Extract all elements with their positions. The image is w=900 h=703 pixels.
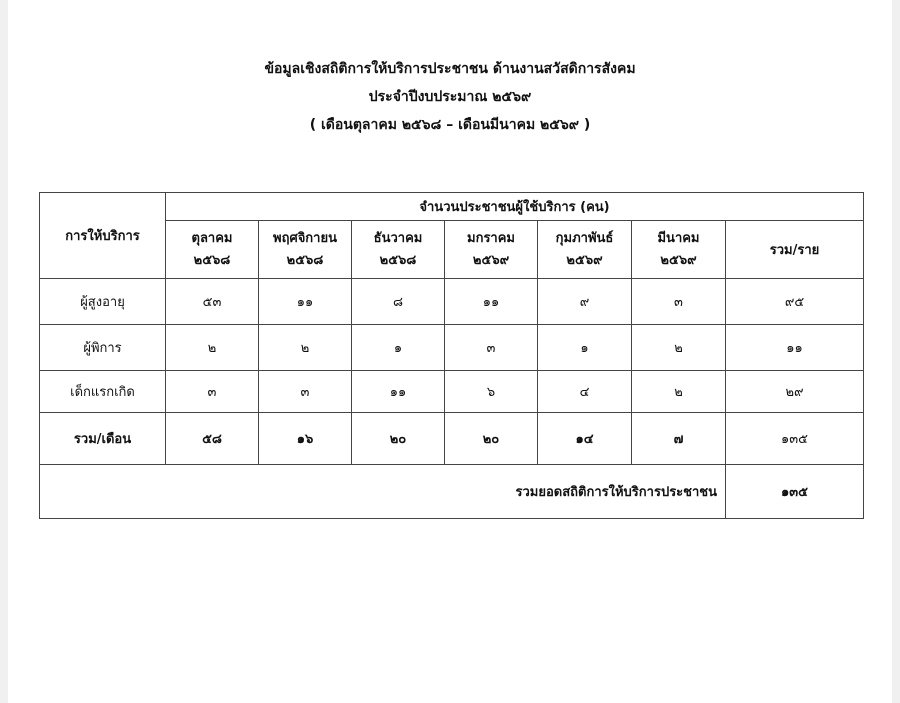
table-cell: ๒ <box>632 371 726 413</box>
table-cell: ๒ <box>632 325 726 371</box>
month-header: มีนาคม ๒๕๖๙ <box>632 221 726 279</box>
table-cell: ๑ <box>352 325 445 371</box>
row-total: ๑๑ <box>726 325 864 371</box>
table-cell: ๑๑ <box>445 279 538 325</box>
monthly-total-row <box>40 413 864 465</box>
table-cell: ๒ <box>166 325 259 371</box>
total-column-header: รวม/ราย <box>726 221 864 279</box>
grand-total-value: ๑๓๕ <box>726 465 864 519</box>
row-total: ๒๙ <box>726 371 864 413</box>
table-cell: ๙ <box>538 279 632 325</box>
table-cell: ๓ <box>166 371 259 413</box>
grand-total-label: รวมยอดสถิติการให้บริการประชาชน <box>40 465 726 519</box>
month-header: ธันวาคม ๒๕๖๘ <box>352 221 445 279</box>
table-cell: ๓ <box>632 279 726 325</box>
table-cell: ๒ <box>259 325 352 371</box>
month-header: มกราคม ๒๕๖๙ <box>445 221 538 279</box>
grand-total-row <box>40 465 864 519</box>
table-cell: ๑๑ <box>352 371 445 413</box>
statistics-table <box>39 192 864 519</box>
table-cell: ๒๐ <box>352 413 445 465</box>
document-period: ( เดือนตุลาคม ๒๕๖๘ – เดือนมีนาคม ๒๕๖๙ ) <box>309 117 591 133</box>
table-cell: ๗ <box>632 413 726 465</box>
group-header: จำนวนประชาชนผู้ใช้บริการ (คน) <box>166 193 864 221</box>
table-row <box>40 371 864 413</box>
row-label: ผู้สูงอายุ <box>40 279 166 325</box>
table-cell: ๒๐ <box>445 413 538 465</box>
table-cell: ๔ <box>538 371 632 413</box>
document-title: ข้อมูลเชิงสถิติการให้บริการประชาชน ด้านงานสวัสดิการสังคม <box>264 61 636 77</box>
row-total: ๙๕ <box>726 279 864 325</box>
table-cell: ๕๘ <box>166 413 259 465</box>
table-cell: ๓ <box>445 325 538 371</box>
table-cell: ๘ <box>352 279 445 325</box>
table-cell: ๑๑ <box>259 279 352 325</box>
month-header: พฤศจิกายน ๒๕๖๘ <box>259 221 352 279</box>
month-header: ตุลาคม ๒๕๖๘ <box>166 221 259 279</box>
table-row <box>40 325 864 371</box>
table-cell: ๓ <box>259 371 352 413</box>
table-cell: ๑๔ <box>538 413 632 465</box>
month-header: กุมภาพันธ์ ๒๕๖๙ <box>538 221 632 279</box>
row-label: ผู้พิการ <box>40 325 166 371</box>
row-total: ๑๓๕ <box>726 413 864 465</box>
document-subtitle: ประจำปีงบประมาณ ๒๕๖๙ <box>368 89 532 105</box>
row-label: รวม/เดือน <box>40 413 166 465</box>
row-label: เด็กแรกเกิด <box>40 371 166 413</box>
table-cell: ๕๓ <box>166 279 259 325</box>
table-header-row <box>40 193 864 221</box>
table-cell: ๑ <box>538 325 632 371</box>
table-row <box>40 279 864 325</box>
service-column-header: การให้บริการ <box>40 193 166 279</box>
table-cell: ๖ <box>445 371 538 413</box>
table-cell: ๑๖ <box>259 413 352 465</box>
